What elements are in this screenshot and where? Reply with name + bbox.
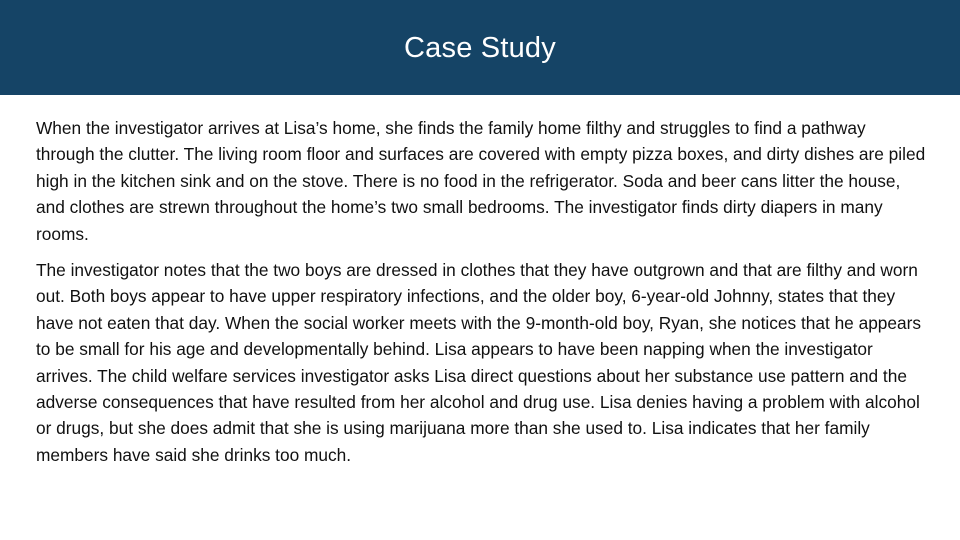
- slide-title: Case Study: [404, 32, 556, 64]
- paragraph-investigator-observations: The investigator notes that the two boys are dressed in clothes that they have outgrown and that are filthy and worn out. Both boys appear to have upper respiratory infections, and the older boy, 6-year-old Johnny, states that they have not eaten that day. When the social worker meets with the 9-month-old boy, Ryan, she notices that he appears to be small for his age and developmentally behind. Lisa appears to have been napping when the investigator arrives. The child welfare services investigator asks Lisa direct questions about her substance use pattern and the adverse consequences that have resulted from her alcohol and drug use. Lisa denies having a problem with alcohol or drugs, but she does admit that she is using marijuana more than she used to. Lisa indicates that her family members have said she drinks too much.: [36, 260, 922, 465]
- title-bar: [0, 0, 960, 95]
- paragraph-home-conditions: When the investigator arrives at Lisa’s home, she finds the family home filthy and struggles to find a pathway through the clutter. The living room floor and surfaces are covered with empty pizza boxes, and dirty dishes are piled high in the kitchen sink and on the stove. There is no food in the refrigerator. Soda and beer cans litter the house, and clothes are strewn throughout the home’s two small bedrooms. The investigator finds dirty diapers in many rooms.: [36, 118, 926, 244]
- slide-body: [36, 115, 928, 478]
